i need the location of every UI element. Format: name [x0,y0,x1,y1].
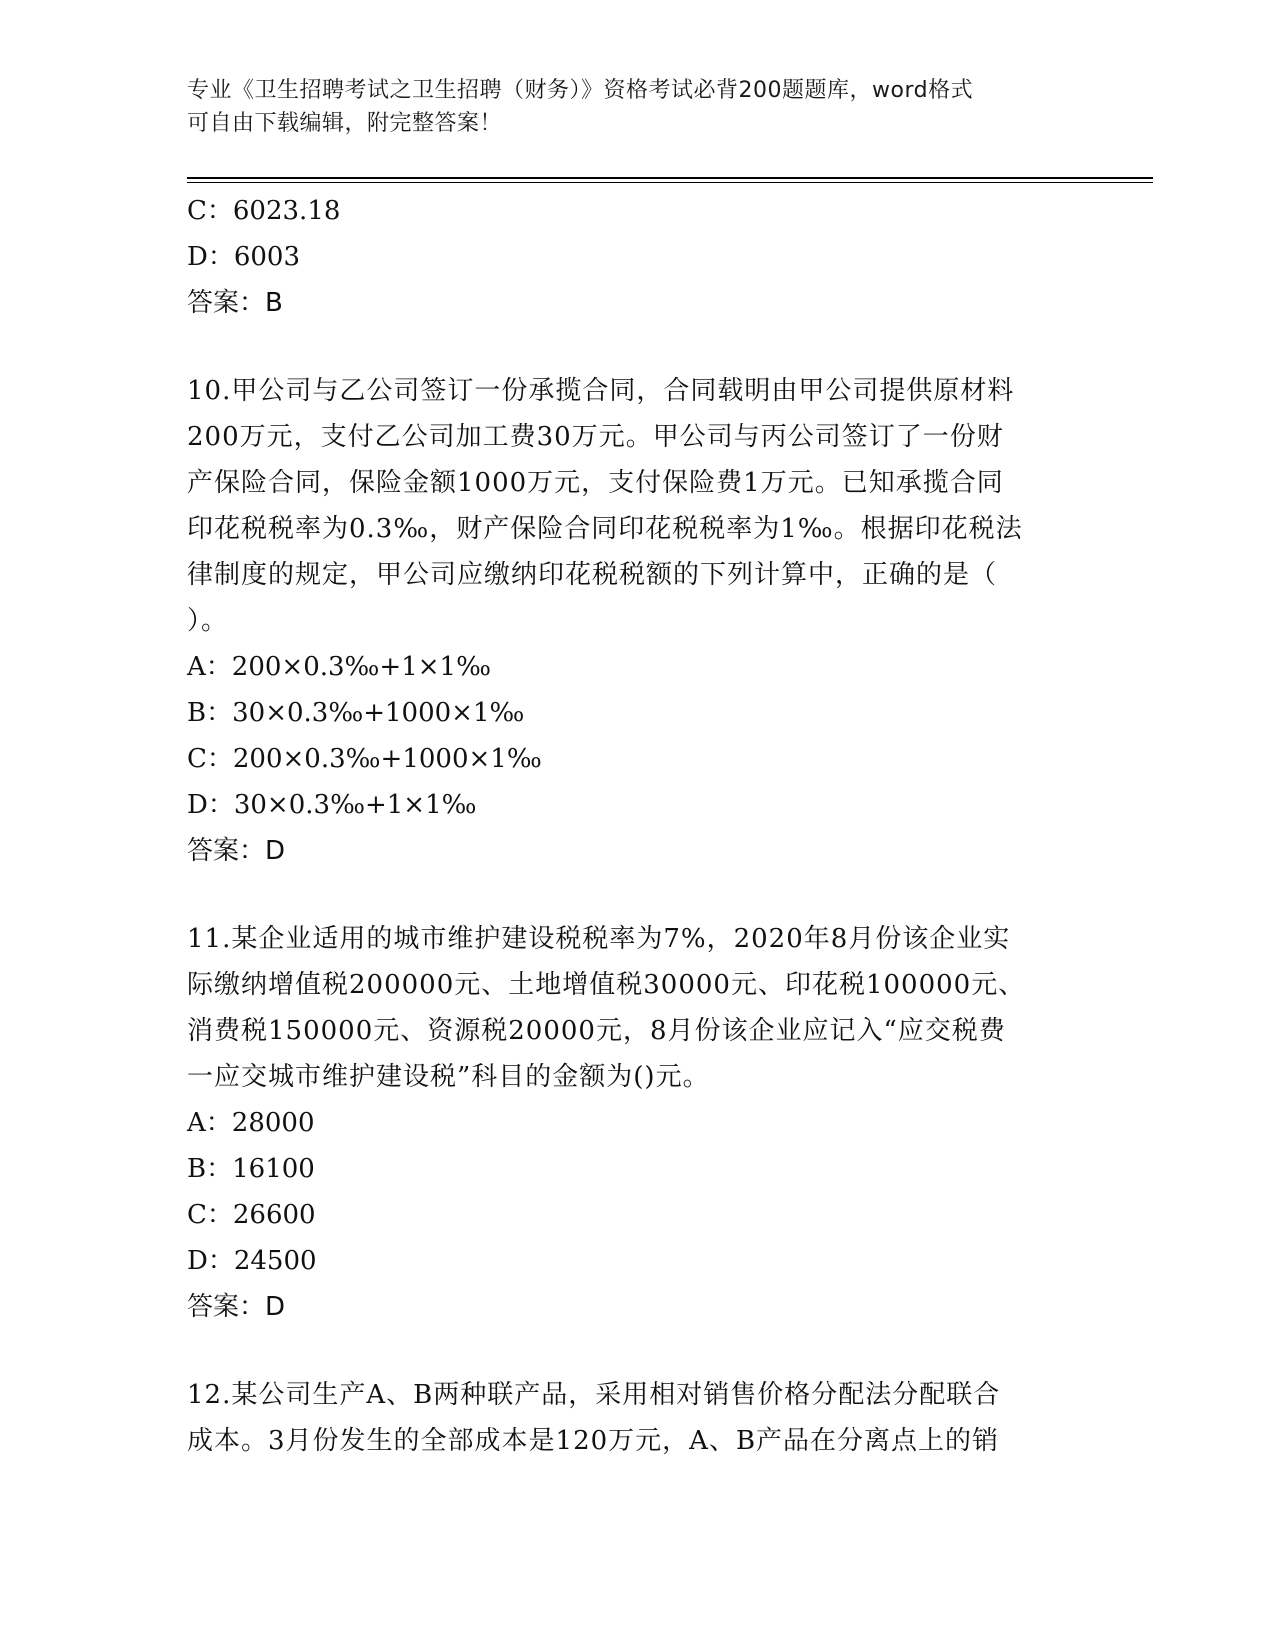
option-c: C：200×0.3‰+1000×1‰ [187,744,542,774]
option-a: A：28000 [187,1108,315,1138]
spacer [187,874,1067,916]
question-text-line: ）。 [187,606,229,636]
answer: 答案：B [187,288,283,318]
question-text-line: 律制度的规定，甲公司应缴纳印花税税额的下列计算中，正确的是（ [187,560,998,590]
option-d: D：6003 [187,242,301,272]
document-header [187,74,1067,140]
header-rule-thick [187,177,1153,179]
option-a: A：200×0.3‰+1×1‰ [187,652,491,682]
question-11 [187,916,1067,1330]
question-text-line: 际缴纳增值税200000元、土地增值税30000元、印花税100000元、 [187,970,1026,1000]
header-line-1: 专业《卫生招聘考试之卫生招聘（财务）》资格考试必背200题题库，word格式 [187,78,974,103]
header-line-2: 可自由下载编辑，附完整答案！ [187,111,503,136]
question-text-line: 印花税税率为0.3‰，财产保险合同印花税税率为1‰。根据印花税法 [187,514,1023,544]
option-c: C：6023.18 [187,196,341,226]
header-rule-thin [187,182,1153,183]
option-d: D：24500 [187,1246,317,1276]
question-10 [187,368,1067,874]
question-text-line: 消费税150000元、资源税20000元，8月份该企业应记入“应交税费 [187,1016,1006,1046]
question-text-line: 成本。3月份发生的全部成本是120万元，A、B产品在分离点上的销 [187,1426,1000,1456]
prev-question [187,188,1067,326]
question-text-line: 12.某公司生产A、B两种联产品，采用相对销售价格分配法分配联合 [187,1380,1001,1410]
question-12 [187,1372,1067,1464]
answer: 答案：D [187,1292,286,1322]
option-d: D：30×0.3‰+1×1‰ [187,790,477,820]
question-text-line: 产保险合同，保险金额1000万元，支付保险费1万元。已知承揽合同 [187,468,1004,498]
document-body [187,188,1067,1464]
answer: 答案：D [187,836,286,866]
question-text-line: 200万元，支付乙公司加工费30万元。甲公司与丙公司签订了一份财 [187,422,1004,452]
question-text-line: 10.甲公司与乙公司签订一份承揽合同，合同载明由甲公司提供原材料 [187,376,1015,406]
option-b: B：16100 [187,1154,315,1184]
spacer [187,326,1067,368]
question-text-line: 一应交城市维护建设税”科目的金额为()元。 [187,1062,710,1092]
spacer [187,1330,1067,1372]
option-b: B：30×0.3‰+1000×1‰ [187,698,525,728]
question-text-line: 11.某企业适用的城市维护建设税税率为7%，2020年8月份该企业实 [187,924,1011,954]
option-c: C：26600 [187,1200,316,1230]
